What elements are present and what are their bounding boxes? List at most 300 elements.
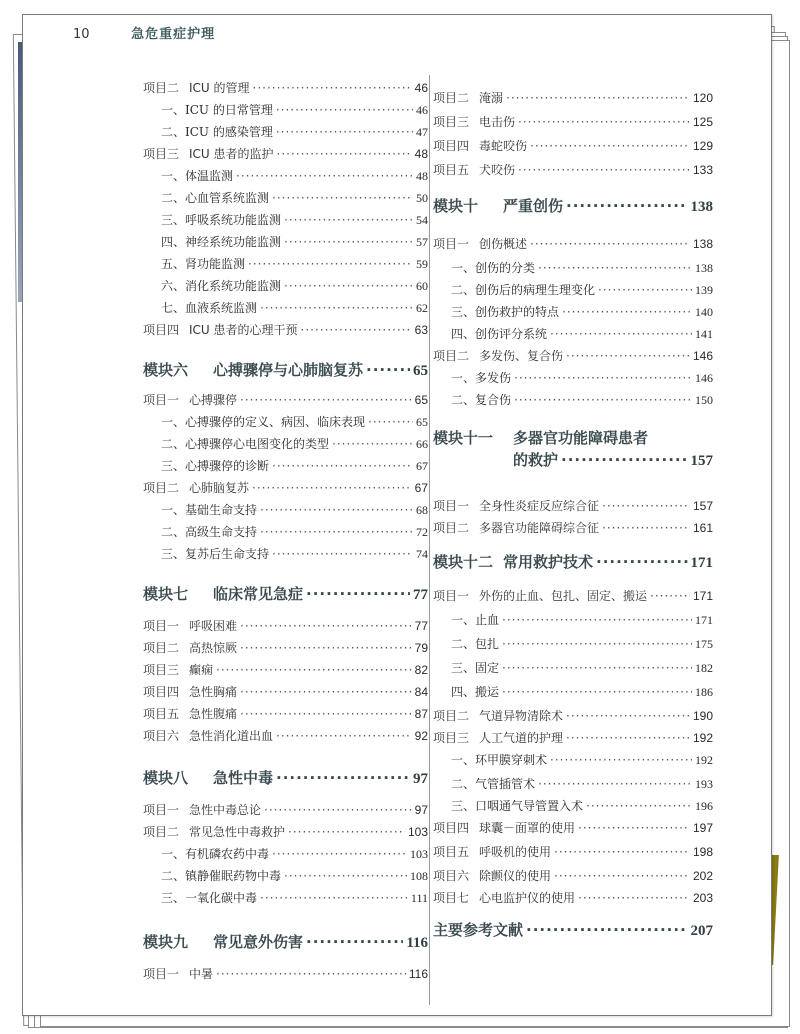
toc-subsection-entry[interactable] [161,255,428,272]
toc-entry-label [161,167,233,184]
leader-dots [301,323,412,337]
toc-module-heading[interactable] [433,551,713,572]
toc-entry-title: 四、创伤评分系统 [451,327,548,341]
toc-entry-label [161,233,281,250]
toc-page-number: 74 [416,547,428,561]
toc-entry-title: 一、多发伤 [451,371,512,385]
leader-dots [526,921,687,939]
toc-module-heading[interactable] [433,449,713,470]
leader-dots [366,361,410,379]
toc-module-heading[interactable] [143,767,428,788]
toc-entry-title: 心电监护仪的使用 [479,891,576,905]
toc-subsection-entry[interactable] [161,123,428,140]
toc-entry-code: 项目二 [143,641,180,655]
toc-module-heading[interactable] [143,583,428,604]
toc-entry-label [143,359,363,380]
toc-project-entry[interactable] [143,391,428,408]
toc-page [22,14,772,1016]
toc-entry-label [433,843,551,860]
toc-project-entry[interactable] [433,587,713,604]
toc-entry-label [161,457,269,474]
toc-subsection-entry[interactable] [161,545,428,562]
toc-entry-title: 一、创伤的分类 [451,261,536,275]
toc-subsection-entry[interactable] [451,303,713,320]
toc-project-entry[interactable] [143,661,428,678]
leader-dots [578,821,690,835]
toc-entry-label [143,145,274,162]
toc-entry-label [161,889,257,906]
toc-page-number: 129 [692,139,713,153]
toc-subsection-entry[interactable] [161,167,428,184]
toc-project-entry[interactable] [143,705,428,722]
toc-entry-label [143,801,261,818]
toc-page-number: 139 [695,283,713,297]
toc-project-entry[interactable] [143,965,428,982]
toc-entry-title: 一、心搏骤停的定义、病因、临床表现 [161,415,366,429]
toc-entry-code: 项目二 [433,349,470,363]
toc-entry-title: 全身性炎症反应综合征 [479,499,600,513]
leader-dots [284,213,413,227]
toc-page-number: 65 [413,363,428,379]
toc-entry-code: 项目一 [433,237,470,251]
toc-page-number: 47 [416,125,428,139]
toc-subsection-entry[interactable] [451,635,713,652]
toc-entry-title: 二、包扎 [451,637,500,651]
toc-entry-title: 三、呼吸系统功能监测 [161,213,282,227]
toc-entry-label [143,617,237,634]
toc-page-number: 59 [416,257,428,271]
toc-entry-label [451,303,559,320]
toc-module-heading[interactable] [433,195,713,216]
toc-page-number: 60 [416,279,428,293]
toc-entry-title: 中暑 [189,967,214,981]
toc-entry-title: 三、心搏骤停的诊断 [161,459,270,473]
toc-entry-label [433,819,575,836]
toc-page-number: 82 [414,663,428,677]
toc-entry-label [451,369,511,386]
toc-subsection-entry[interactable] [451,797,713,814]
leader-dots [368,415,413,429]
toc-entry-label [433,587,647,604]
toc-entry-code: 项目六 [433,869,470,883]
toc-page-number: 111 [410,891,428,905]
toc-subsection-entry[interactable] [451,775,713,792]
toc-entry-title: 一、环甲膜穿刺术 [451,753,548,767]
toc-page-number: 79 [414,641,428,655]
leader-dots [240,685,412,699]
toc-entry-title: 心搏骤停 [189,393,238,407]
toc-entry-code: 项目六 [143,729,180,743]
toc-page-number: 175 [695,637,713,651]
column-divider [429,75,430,1005]
toc-page-number: 46 [416,103,428,117]
toc-subsection-entry[interactable] [451,281,713,298]
toc-entry-label [161,189,269,206]
leader-dots [602,499,690,513]
toc-entry-label [451,635,499,652]
leader-dots [502,685,692,699]
toc-entry-title: 急性胸痛 [189,685,238,699]
toc-entry-label [433,113,515,130]
toc-entry-title: 一、基础生命支持 [161,503,258,517]
leader-dots [550,327,692,341]
toc-subsection-entry[interactable] [161,457,428,474]
leader-dots [550,753,692,767]
toc-entry-title: 一、体温监测 [161,169,234,183]
toc-module-heading[interactable] [143,359,428,380]
toc-subsection-entry[interactable] [161,435,428,452]
toc-entry-code: 项目一 [143,393,180,407]
toc-subsection-entry[interactable] [451,611,713,628]
toc-entry-title: 气道异物清除术 [479,709,564,723]
toc-entry-title: 呼吸机的使用 [479,845,552,859]
leader-dots [538,261,692,275]
leader-dots [240,619,412,633]
leader-dots [502,613,692,627]
toc-entry-title: 三、一氧化碳中毒 [161,891,258,905]
toc-page-number: 138 [690,199,713,215]
leader-dots [561,451,687,469]
toc-entry-title: 多发伤、复合伤 [479,349,564,363]
leader-dots [538,777,692,791]
toc-entry-label [433,889,575,906]
toc-entry-code: 项目五 [433,163,470,177]
toc-entry-label [451,259,535,276]
toc-entry-title: 电击伤 [479,115,516,129]
toc-page-number: 140 [695,305,713,319]
toc-project-entry[interactable] [143,321,428,338]
toc-project-entry[interactable] [433,161,713,178]
toc-entry-title: 外伤的止血、包扎、固定、搬运 [479,589,648,603]
toc-entry-title: 二、心血管系统监测 [161,191,270,205]
toc-entry-label [433,449,558,470]
toc-entry-label [161,299,257,316]
toc-entry-label [433,137,527,154]
toc-project-entry[interactable] [143,479,428,496]
toc-entry-label [433,729,563,746]
toc-entry-label [451,611,499,628]
toc-project-entry[interactable] [433,89,713,106]
toc-entry-code: 模块八 [143,769,189,787]
toc-entry-title: 癫痫 [189,663,214,677]
toc-page-number: 57 [416,235,428,249]
toc-page-number: 77 [413,587,428,603]
toc-entry-label [143,661,213,678]
toc-page-number: 141 [695,327,713,341]
toc-page-number: 103 [410,847,428,861]
toc-page-number: 192 [692,731,713,745]
toc-module-heading-line1 [433,427,648,448]
toc-project-entry[interactable] [433,819,713,836]
toc-entry-title: 常用救护技术 [503,553,594,571]
toc-entry-label [161,435,329,452]
leader-dots [272,847,407,861]
leader-dots [502,637,692,651]
leader-dots [506,91,690,105]
toc-project-entry[interactable] [143,823,428,840]
toc-page-number: 171 [692,589,713,603]
toc-entry-label [143,965,213,982]
leader-dots [240,393,412,407]
leader-dots [566,731,690,745]
toc-entry-label [143,823,285,840]
toc-subsection-entry[interactable] [161,889,428,906]
toc-subsection-entry[interactable] [161,189,428,206]
toc-project-entry[interactable] [433,497,713,514]
toc-page-number: 48 [416,169,428,183]
toc-entry-code: 项目一 [143,803,180,817]
toc-entry-code: 项目一 [433,499,470,513]
leader-dots [514,393,692,407]
toc-entry-code: 项目一 [143,619,180,633]
toc-entry-label [143,767,273,788]
toc-project-entry[interactable] [143,79,428,96]
toc-subsection-entry[interactable] [161,523,428,540]
toc-entry-label [161,523,257,540]
toc-project-entry[interactable] [433,113,713,130]
toc-project-entry[interactable] [143,617,428,634]
leader-dots [276,769,410,787]
leader-dots [566,709,690,723]
toc-project-entry[interactable] [143,639,428,656]
toc-entry-label [451,775,535,792]
toc-subsection-entry[interactable] [161,211,428,228]
toc-subsection-entry[interactable] [451,683,713,700]
leader-dots [276,729,412,743]
toc-page-number: 125 [692,115,713,129]
toc-entry-title: 心搏骤停与心肺脑复苏 [213,361,364,379]
toc-page-number: 157 [692,499,713,513]
toc-page-number: 190 [692,709,713,723]
leader-dots [502,661,692,675]
leader-dots [264,803,412,817]
toc-entry-title: 急性腹痛 [189,707,238,721]
toc-entry-title: 二、高级生命支持 [161,525,258,539]
leader-dots [518,163,690,177]
toc-entry-code: 模块十一 [433,429,494,447]
toc-entry-label [161,101,273,118]
toc-project-entry[interactable] [433,137,713,154]
toc-entry-title: 三、固定 [451,661,500,675]
leader-dots [216,663,412,677]
toc-entry-code: 项目三 [433,115,470,129]
toc-entry-label [451,751,547,768]
toc-module-heading[interactable] [433,919,713,940]
toc-project-entry[interactable] [143,727,428,744]
toc-entry-code: 项目三 [143,663,180,677]
toc-page-number: 133 [692,163,713,177]
toc-entry-title: 二、ICU 的感染管理 [161,125,273,139]
toc-entry-title: 人工气道的护理 [479,731,564,745]
toc-subsection-entry[interactable] [161,277,428,294]
toc-page-number: 116 [408,967,428,981]
toc-page-number: 87 [414,707,428,721]
toc-entry-code: 模块六 [143,361,189,379]
toc-entry-code: 项目四 [143,685,180,699]
toc-page-number: 182 [695,661,713,675]
toc-project-entry[interactable] [433,843,713,860]
toc-subsection-entry[interactable] [451,325,713,342]
leader-dots [276,125,413,139]
leader-dots [602,521,690,535]
toc-entry-label [161,545,269,562]
leader-dots [284,235,413,249]
leader-dots [586,799,692,813]
toc-entry-label [143,321,298,338]
toc-entry-title: 二、心搏骤停心电图变化的类型 [161,437,330,451]
toc-page-number: 207 [690,923,713,939]
toc-entry-title: 二、复合伤 [451,393,512,407]
toc-project-entry[interactable] [143,801,428,818]
leader-dots [236,169,413,183]
toc-page-number: 171 [695,613,713,627]
page-header [73,23,215,42]
leader-dots [240,641,412,655]
toc-entry-title: 二、气管插管术 [451,777,536,791]
toc-page-number: 138 [692,237,713,251]
toc-project-entry[interactable] [143,145,428,162]
toc-page-number: 186 [695,685,713,699]
leader-dots [288,825,405,839]
toc-entry-title: 高热惊厥 [189,641,238,655]
toc-subsection-entry[interactable] [451,751,713,768]
toc-entry-label [433,235,527,252]
leader-dots [248,257,413,271]
toc-entry-title: 呼吸困难 [189,619,238,633]
toc-entry-code: 项目二 [143,825,180,839]
toc-entry-code: 项目二 [143,81,180,95]
toc-entry-label [451,797,583,814]
toc-project-entry[interactable] [433,235,713,252]
toc-entry-title: 二、镇静催眠药物中毒 [161,869,282,883]
toc-entry-label [161,845,269,862]
leader-dots [306,585,410,603]
leader-dots [253,81,412,95]
toc-entry-code: 项目一 [143,967,180,981]
page-number: 10 [73,27,90,42]
toc-subsection-entry[interactable] [451,659,713,676]
toc-entry-title: 创伤概述 [479,237,528,251]
toc-entry-label [451,659,499,676]
toc-entry-title: 一、止血 [451,613,500,627]
toc-entry-label [451,683,499,700]
toc-entry-label [143,727,273,744]
toc-entry-label [433,347,563,364]
toc-subsection-entry[interactable] [161,299,428,316]
toc-subsection-entry[interactable] [161,101,428,118]
toc-subsection-entry[interactable] [451,369,713,386]
toc-subsection-entry[interactable] [161,867,428,884]
toc-subsection-entry[interactable] [161,233,428,250]
toc-page-number: 202 [692,869,713,883]
toc-page-number: 203 [692,891,713,905]
toc-entry-label [433,161,515,178]
toc-subsection-entry[interactable] [161,845,428,862]
toc-entry-code: 项目二 [433,709,470,723]
toc-subsection-entry[interactable] [451,259,713,276]
toc-page-number: 63 [414,323,428,337]
toc-entry-label [433,707,563,724]
leader-dots [284,869,407,883]
toc-page-number: 66 [416,437,428,451]
toc-entry-title: 主要参考文献 [433,921,524,939]
toc-entry-title: ICU 患者的监护 [189,147,274,161]
leader-dots [260,301,413,315]
toc-entry-title: 急性中毒总论 [189,803,262,817]
toc-page-number: 116 [406,935,428,951]
toc-page-number: 197 [692,821,713,835]
leader-dots [260,891,408,905]
toc-entry-title: 严重创伤 [503,197,564,215]
toc-page-number: 161 [692,521,713,535]
toc-entry-title: 除颤仪的使用 [479,869,552,883]
leader-dots [284,279,413,293]
toc-project-entry[interactable] [433,729,713,746]
toc-page-number: 196 [695,799,713,813]
toc-entry-title: ICU 的管理 [189,81,250,95]
toc-project-entry[interactable] [433,519,713,536]
toc-entry-label [143,479,249,496]
toc-entry-title: 四、搬运 [451,685,500,699]
toc-page-number: 65 [414,393,428,407]
toc-entry-code: 模块十二 [433,553,494,571]
toc-project-entry[interactable] [433,707,713,724]
toc-entry-label [161,255,245,272]
toc-module-heading[interactable] [143,931,428,952]
leader-dots [514,371,692,385]
toc-entry-code: 项目四 [143,323,180,337]
toc-project-entry[interactable] [433,889,713,906]
toc-entry-title: 常见意外伤害 [213,933,304,951]
toc-entry-title: 急性中毒 [213,769,274,787]
toc-entry-title: 犬咬伤 [479,163,516,177]
toc-entry-code: 模块七 [143,585,189,603]
leader-dots [530,237,690,251]
toc-subsection-entry[interactable] [451,391,713,408]
toc-entry-label [433,551,593,572]
toc-entry-label [143,931,303,952]
toc-entry-label [433,919,523,940]
leader-dots [554,869,690,883]
toc-entry-label [451,281,595,298]
leader-dots [566,197,687,215]
toc-entry-title: 淹溺 [479,91,504,105]
toc-project-entry[interactable] [433,867,713,884]
toc-page-number: 150 [695,393,713,407]
toc-entry-code: 模块九 [143,933,189,951]
leader-dots [272,191,413,205]
toc-entry-title: 一、ICU 的日常管理 [161,103,273,117]
toc-page-number: 46 [414,81,428,95]
toc-entry-code: 项目二 [143,481,180,495]
toc-entry-title: 二、创伤后的病理生理变化 [451,283,596,297]
toc-project-entry[interactable] [143,683,428,700]
toc-entry-code: 项目二 [433,91,470,105]
toc-entry-label [161,413,365,430]
toc-page-number: 77 [414,619,428,633]
toc-page-number: 97 [413,771,428,787]
toc-project-entry[interactable] [433,347,713,364]
toc-entry-label [451,325,547,342]
toc-page-number: 171 [690,555,713,571]
toc-page-number: 48 [414,147,428,161]
toc-page-number: 72 [416,525,428,539]
toc-entry-label [433,497,599,514]
leader-dots [277,147,412,161]
toc-subsection-entry[interactable] [161,501,428,518]
toc-entry-title: 急性消化道出血 [189,729,274,743]
toc-subsection-entry[interactable] [161,413,428,430]
